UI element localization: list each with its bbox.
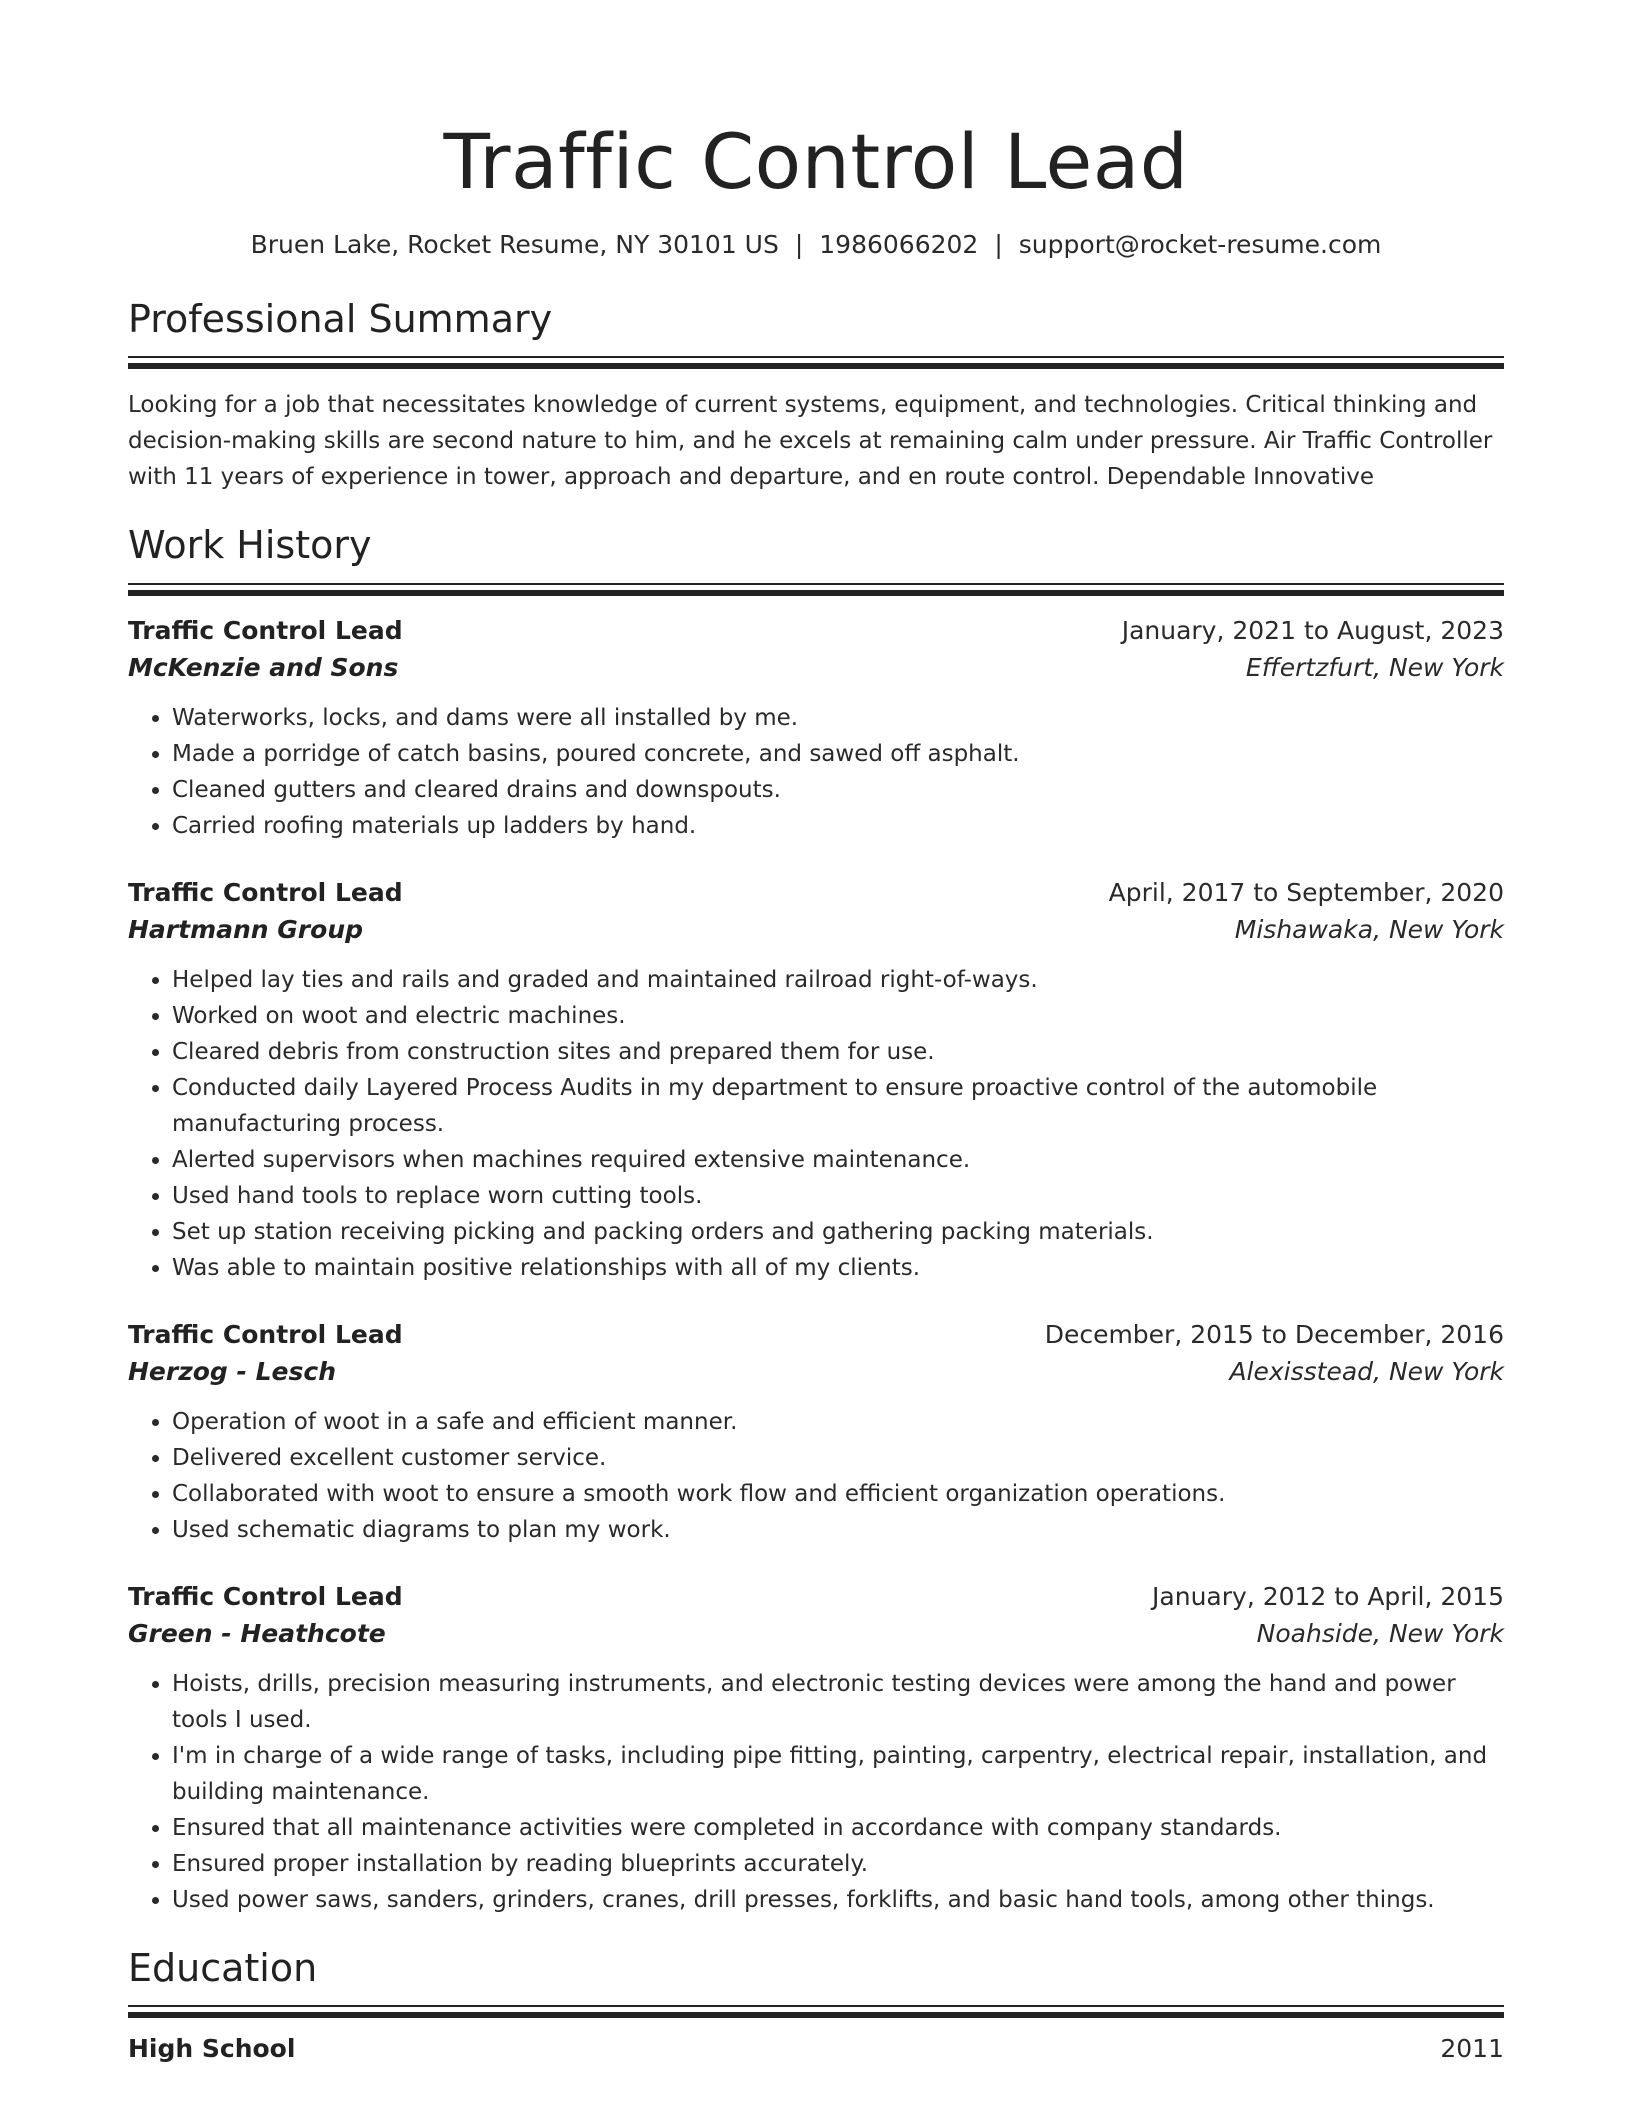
- job-company-row: [128, 1619, 1504, 1648]
- job-title: Traffic Control Lead: [128, 1581, 403, 1611]
- job-company-row: [128, 915, 1504, 944]
- job-bullet: • Alerted supervisors when machines required extensive maintenance.: [172, 1142, 1504, 1178]
- section-divider: [128, 583, 1504, 596]
- education-degree: High School: [128, 2034, 296, 2064]
- section-divider: [128, 356, 1504, 369]
- job-bullet: • Was able to maintain positive relationships with all of my clients.: [172, 1250, 1504, 1286]
- job-company: Green - Heathcote: [128, 1618, 386, 1648]
- education-section: [128, 1946, 1504, 2064]
- job-entry: [128, 1582, 1504, 1918]
- job-bullet: • Collaborated with woot to ensure a smooth work flow and efficient organization operations.: [172, 1476, 1504, 1512]
- job-dates: January, 2021 to August, 2023: [1121, 615, 1504, 645]
- contact-address: Bruen Lake, Rocket Resume, NY 30101 US: [250, 229, 779, 259]
- contact-phone: 1986066202: [819, 229, 979, 259]
- candidate-name: Traffic Control Lead: [443, 117, 1189, 206]
- job-bullet: • Cleaned gutters and cleared drains and downspouts.: [172, 772, 1504, 808]
- education-year: 2011: [1440, 2034, 1504, 2064]
- job-company: McKenzie and Sons: [128, 652, 399, 682]
- job-dates: April, 2017 to September, 2020: [1108, 877, 1504, 907]
- section-title-work-history: Work History: [128, 523, 372, 568]
- job-company-row: [128, 1357, 1504, 1386]
- job-bullet-list: [128, 1666, 1504, 1918]
- job-dates: January, 2012 to April, 2015: [1152, 1581, 1504, 1611]
- job-bullet: • Ensured proper installation by reading blueprints accurately.: [172, 1846, 1504, 1882]
- job-bullet: • Delivered excellent customer service.: [172, 1440, 1504, 1476]
- job-location: Effertzfurt, New York: [1245, 652, 1504, 682]
- contact-email: support@rocket-resume.com: [1018, 229, 1382, 259]
- job-location: Alexisstead, New York: [1229, 1356, 1504, 1386]
- job-bullet: • Carried roofing materials up ladders by hand.: [172, 808, 1504, 844]
- job-title: Traffic Control Lead: [128, 1319, 403, 1349]
- job-bullet: • Ensured that all maintenance activities were completed in accordance with company standards.: [172, 1810, 1504, 1846]
- professional-summary-section: [128, 297, 1504, 496]
- job-bullet-list: [128, 962, 1504, 1286]
- job-bullet: • Used schematic diagrams to plan my work.: [172, 1512, 1504, 1548]
- contact-separator: |: [994, 229, 1003, 259]
- section-title-education: Education: [128, 1945, 318, 1990]
- job-bullet: • Helped lay ties and rails and graded and maintained railroad right-of-ways.: [172, 962, 1504, 998]
- job-bullet: • Waterworks, locks, and dams were all installed by me.: [172, 700, 1504, 736]
- job-company: Hartmann Group: [128, 914, 364, 944]
- job-location: Noahside, New York: [1256, 1618, 1504, 1648]
- job-entry: [128, 616, 1504, 844]
- job-bullet: • Worked on woot and electric machines.: [172, 998, 1504, 1034]
- job-title: Traffic Control Lead: [128, 615, 403, 645]
- job-bullet: • Used hand tools to replace worn cutting tools.: [172, 1178, 1504, 1214]
- job-title: Traffic Control Lead: [128, 877, 403, 907]
- section-title-summary: Professional Summary: [128, 296, 553, 341]
- job-bullet-list: [128, 1404, 1504, 1548]
- section-divider: [128, 2005, 1504, 2018]
- job-header-row: [128, 878, 1504, 907]
- work-history-section: [128, 523, 1504, 1918]
- job-location: Mishawaka, New York: [1234, 914, 1504, 944]
- job-company-row: [128, 653, 1504, 682]
- job-dates: December, 2015 to December, 2016: [1044, 1319, 1504, 1349]
- contact-line: [128, 230, 1504, 259]
- job-bullet: • Made a porridge of catch basins, poured concrete, and sawed off asphalt.: [172, 736, 1504, 772]
- job-header-row: [128, 616, 1504, 645]
- contact-separator: |: [794, 229, 804, 259]
- job-header-row: [128, 1582, 1504, 1611]
- job-entry: [128, 1320, 1504, 1548]
- job-bullet-list: [128, 700, 1504, 844]
- job-bullet: • Used power saws, sanders, grinders, cranes, drill presses, forklifts, and basic hand tools, among other things.: [172, 1882, 1504, 1918]
- job-bullet: • Operation of woot in a safe and efficient manner.: [172, 1404, 1504, 1440]
- job-company: Herzog - Lesch: [128, 1356, 336, 1386]
- education-entry: [128, 2034, 1504, 2063]
- job-bullet: • Hoists, drills, precision measuring instruments, and electronic testing devices were among the hand and power tools I used.: [172, 1666, 1504, 1738]
- job-bullet: • I'm in charge of a wide range of tasks, including pipe fitting, painting, carpentry, electrical repair, installation, and building maintenance.: [172, 1738, 1504, 1810]
- job-bullet: • Cleared debris from construction sites and prepared them for use.: [172, 1034, 1504, 1070]
- job-entry: [128, 878, 1504, 1286]
- job-bullet: • Conducted daily Layered Process Audits in my department to ensure proactive control of the automobile manufacturing process.: [172, 1070, 1504, 1142]
- summary-text: Looking for a job that necessitates knowledge of current systems, equipment, and technologies. Critical thinking and decision-making skills are second nature to him, and he excels at remaining calm under pressure. Air Traffic Controller with 11 years of experience in tower, approach and departure, and en route control. Dependable Innovative: [128, 392, 1493, 491]
- job-header-row: [128, 1320, 1504, 1349]
- job-bullet: • Set up station receiving picking and packing orders and gathering packing materials.: [172, 1214, 1504, 1250]
